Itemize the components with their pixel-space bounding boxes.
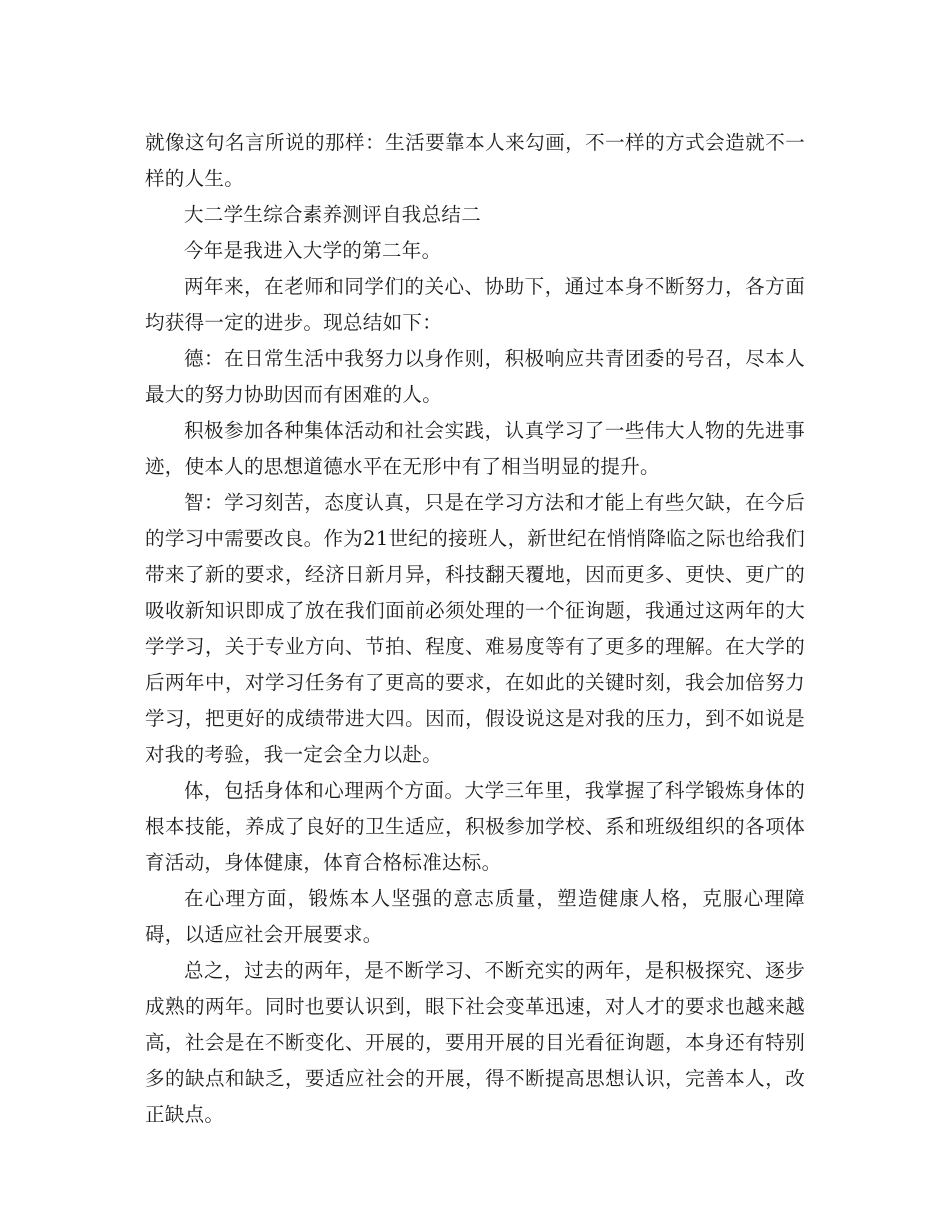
- paragraph-3: 两年来，在老师和同学们的关心、协助下，通过本身不断努力，各方面均获得一定的进步。现总结如下：: [145, 275, 805, 334]
- document-page: [145, 125, 805, 1133]
- paragraph-7: 体，包括身体和心理两个方面。大学三年里，我掌握了科学锻炼身体的根本技能，养成了良好的卫生适应，积极参加学校、系和班级组织的各项体育活动，身体健康，体育合格标准达标。: [145, 779, 805, 874]
- paragraph-4: 德：在日常生活中我努力以身作则，积极响应共青团委的号召，尽本人最大的努力协助因而有困难的人。: [145, 347, 805, 406]
- section-heading: 大二学生综合素养测评自我总结二: [184, 203, 482, 226]
- paragraph-8: 在心理方面，锻炼本人坚强的意志质量，塑造健康人格，克服心理障碍，以适应社会开展要求。: [145, 887, 805, 946]
- paragraph-2: 今年是我进入大学的第二年。: [184, 239, 442, 262]
- paragraph-9: 总之，过去的两年，是不断学习、不断充实的两年，是积极探究、逐步成熟的两年。同时也要认识到，眼下社会变革迅速，对人才的要求也越来越高，社会是在不断变化、开展的，要用开展的目光看征询题，本身还有特别多的缺点和缺乏，要适应社会的开展，得不断提高思想认识，完善本人，改正缺点。: [145, 959, 805, 1126]
- paragraph-1: 就像这句名言所说的那样：生活要靠本人来勾画，不一样的方式会造就不一样的人生。: [145, 131, 805, 190]
- paragraph-6: 智：学习刻苦，态度认真，只是在学习方法和才能上有些欠缺，在今后的学习中需要改良。作为21世纪的接班人，新世纪在悄悄降临之际也给我们带来了新的要求，经济日新月异，科技翻天覆地，因而更多、更快、更广的吸收新知识即成了放在我们面前必须处理的一个征询题，我通过这两年的大学学习，关于专业方向、节拍、程度、难易度等有了更多的理解。在大学的后两年中，对学习任务有了更高的要求，在如此的关键时刻，我会加倍努力学习，把更好的成绩带进大四。因而，假设说这是对我的压力，到不如说是对我的考验，我一定会全力以赴。: [145, 491, 805, 766]
- paragraph-5: 积极参加各种集体活动和社会实践，认真学习了一些伟大人物的先进事迹，使本人的思想道德水平在无形中有了相当明显的提升。: [145, 419, 805, 478]
